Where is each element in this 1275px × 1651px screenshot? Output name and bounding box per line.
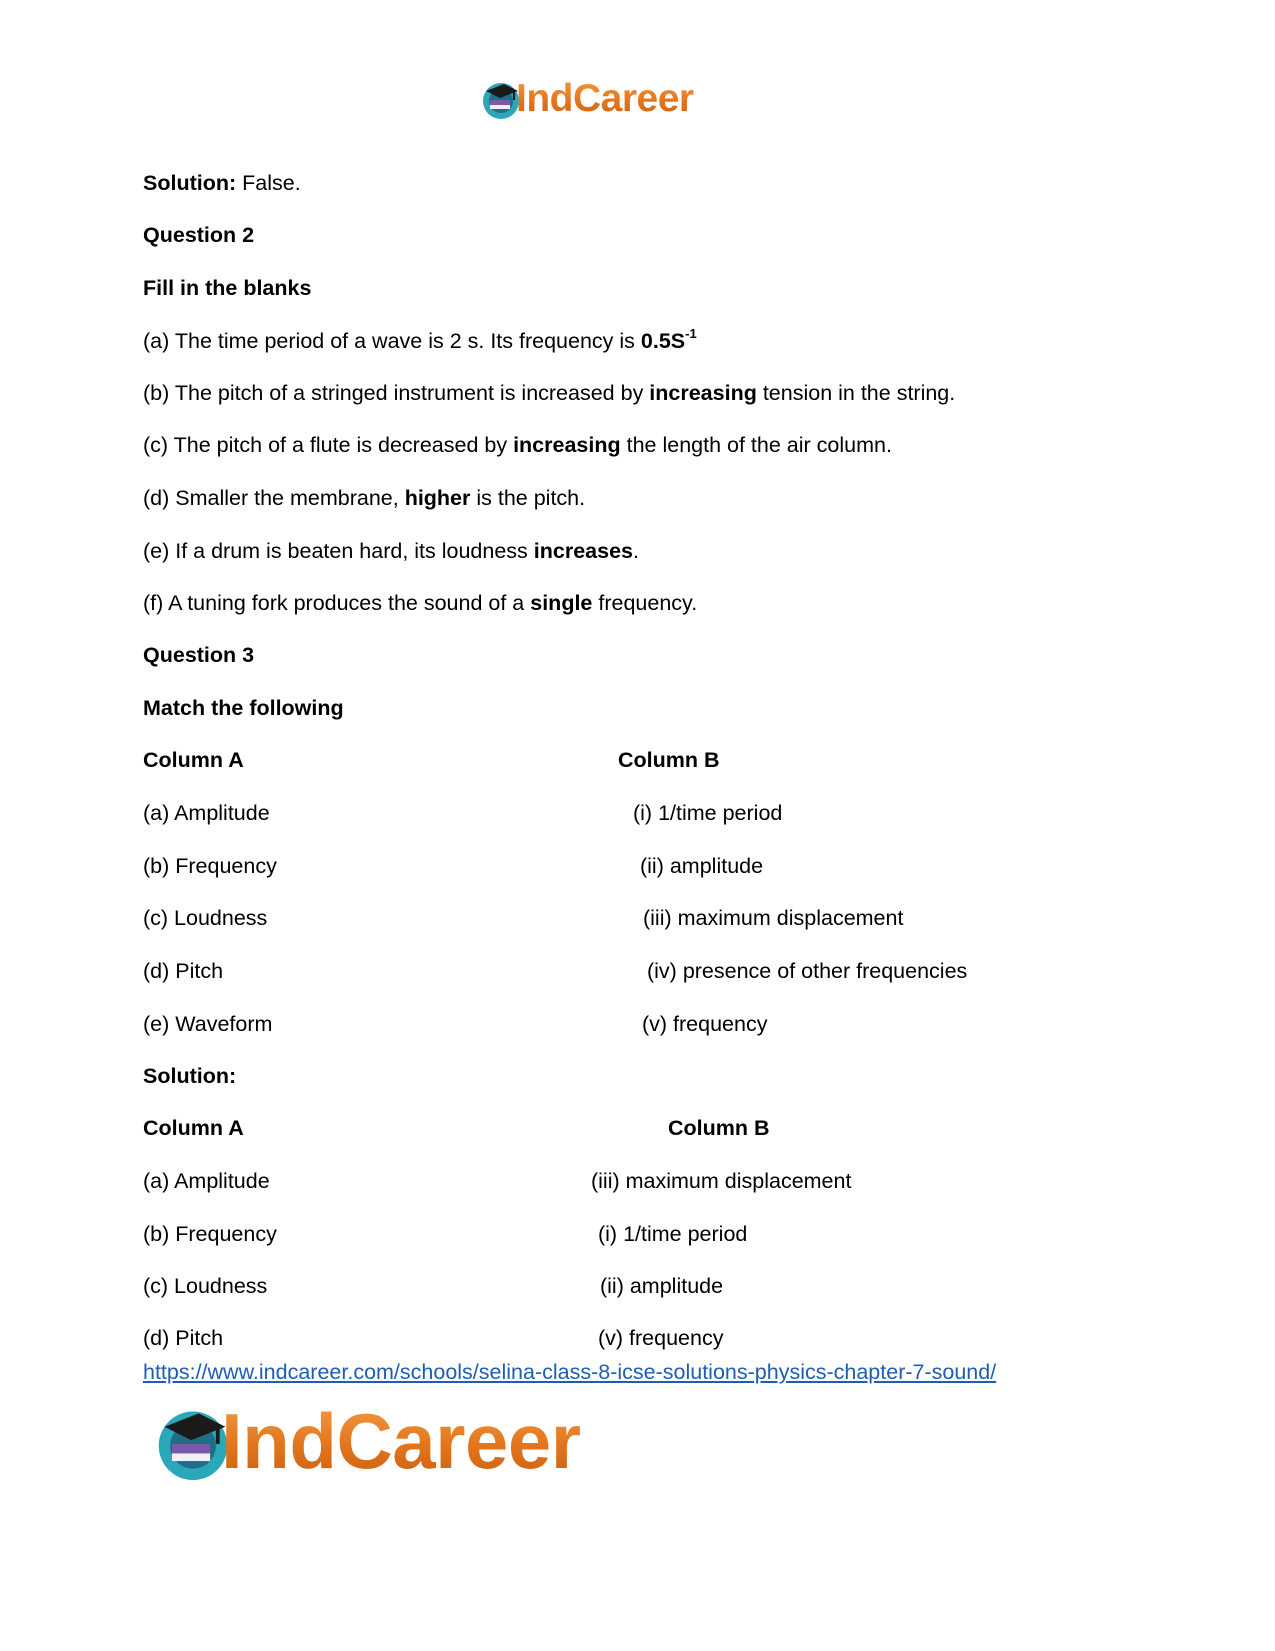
solution-label: Solution: — [143, 1064, 237, 1088]
solution-left-item: (c) Loudness — [143, 1274, 268, 1298]
solution-right-item: (ii) amplitude — [600, 1274, 724, 1298]
header-logo-text: IndCareer — [516, 74, 694, 124]
blank-item-a: (a) The time period of a wave is 2 s. Its frequency is $0.5S^{-1}$ — [143, 325, 697, 353]
match-left-item: (d) Pitch — [143, 959, 224, 983]
match-left-item: (b) Frequency — [143, 854, 277, 878]
match-left-item: (a) Amplitude — [143, 801, 270, 825]
match-left-item: (e) Waveform — [143, 1012, 273, 1036]
column-b-header: Column B — [668, 1116, 770, 1140]
answer: single — [530, 591, 593, 615]
answer: increases — [533, 539, 633, 563]
solution-left-item: (b) Frequency — [143, 1222, 277, 1246]
solution-value: False. — [236, 171, 301, 195]
question-3-title: Question 3 — [143, 643, 255, 667]
solution-left-item: (a) Amplitude — [143, 1169, 270, 1193]
solution-false — [143, 170, 301, 196]
answer: 0.5S — [640, 329, 686, 353]
blank-item-e: (e) If a drum is beaten hard, its loudness increases. — [143, 539, 639, 563]
question-2-subtitle: Fill in the blanks — [143, 276, 312, 300]
solution-label: Solution: — [143, 171, 237, 195]
solution-right-item: (v) frequency — [598, 1326, 724, 1350]
answer: higher — [404, 486, 471, 510]
question-2-title: Question 2 — [143, 223, 255, 247]
footer-logo — [153, 1398, 673, 1488]
solution-right-item: (iii) maximum displacement — [591, 1169, 852, 1193]
question-3-subtitle: Match the following — [143, 696, 344, 720]
source-url-link[interactable]: https://www.indcareer.com/schools/selina-class-8-icse-solutions-physics-chapter-7-sound/ — [143, 1360, 997, 1384]
column-a-header: Column A — [143, 748, 244, 772]
match-right-item: (v) frequency — [642, 1012, 768, 1036]
match-right-item: (iii) maximum displacement — [643, 906, 904, 930]
answer: increasing — [649, 381, 757, 405]
match-right-item: (ii) amplitude — [640, 854, 764, 878]
column-a-header: Column A — [143, 1116, 244, 1140]
match-left-item: (c) Loudness — [143, 906, 268, 930]
solution-left-item: (d) Pitch — [143, 1326, 224, 1350]
blank-item-f: (f) A tuning fork produces the sound of a single frequency. — [143, 591, 698, 615]
solution-right-item: (i) 1/time period — [598, 1222, 748, 1246]
match-right-item: (iv) presence of other frequencies — [647, 959, 968, 983]
blank-item-c: (c) The pitch of a flute is decreased by increasing the length of the air column. — [143, 433, 892, 457]
answer-superscript: -1 — [685, 325, 697, 341]
footer-logo-text: IndCareer — [221, 1397, 581, 1485]
blank-item-d: (d) Smaller the membrane, higher is the pitch. — [143, 486, 586, 510]
blank-item-b: (b) The pitch of a stringed instrument is increased by increasing tension in the string. — [143, 381, 956, 405]
column-b-header: Column B — [618, 748, 720, 772]
match-right-item: (i) 1/time period — [633, 801, 783, 825]
answer: increasing — [513, 433, 621, 457]
